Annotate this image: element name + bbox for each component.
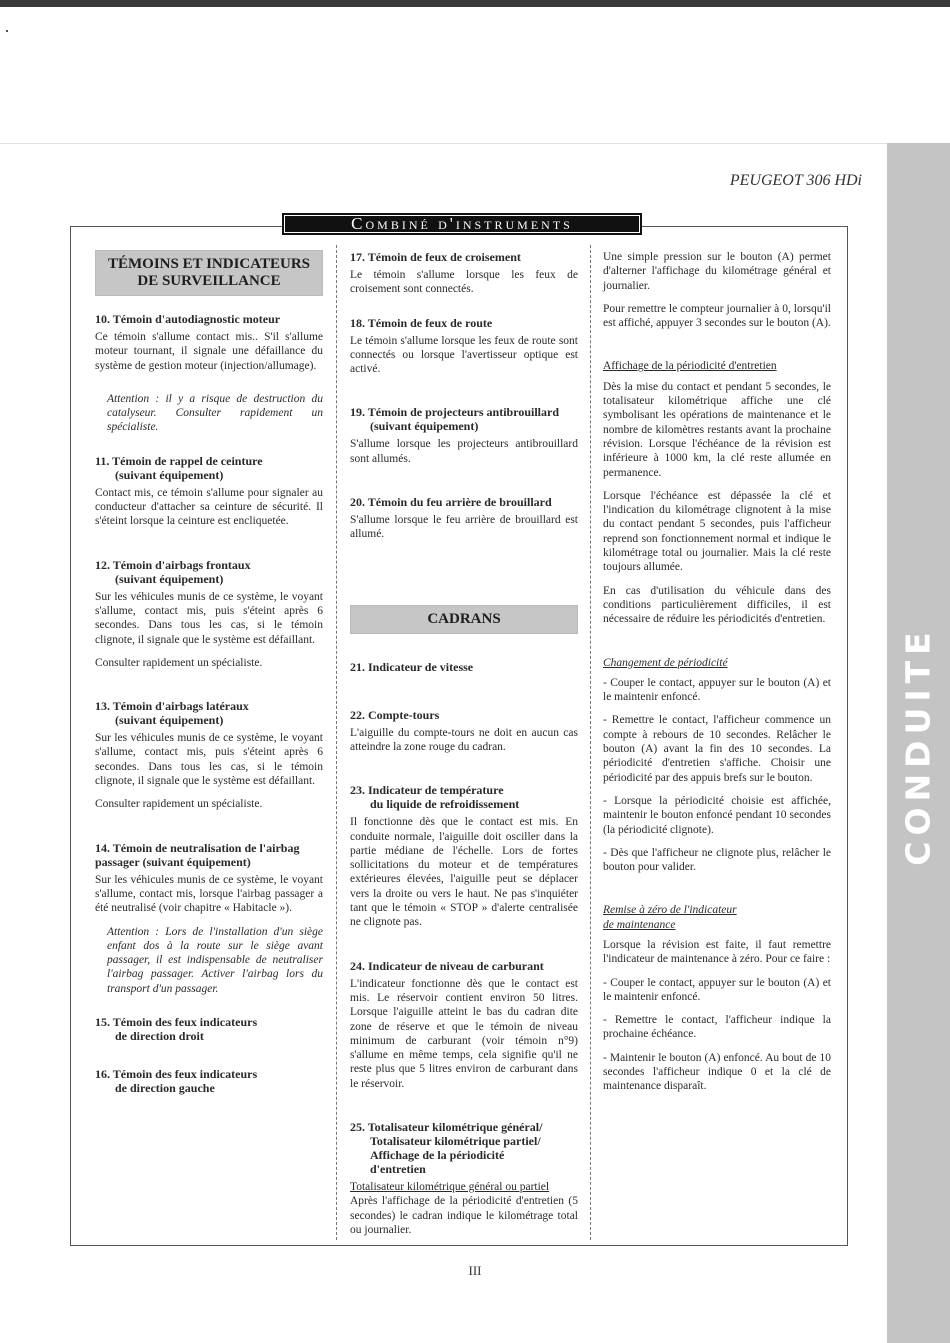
para-19: S'allume lorsque les projecteurs antibrouillard sont allumés. bbox=[350, 438, 578, 465]
heading-22: 22. Compte-tours bbox=[350, 707, 440, 722]
heading-16 bbox=[95, 1067, 323, 1095]
section-box-cadrans: CADRANS bbox=[350, 605, 578, 634]
scan-top-edge bbox=[0, 0, 950, 7]
running-header: PEUGEOT 306 HDi bbox=[729, 172, 862, 189]
para-c3-4: Lorsque l'échéance est dépassée la clé et l'indication du kilométrage clignotent à la mise du contact pendant 5 secondes, puis l'afficheur reprend son fonctionnement normal et indique le kilométrage total ou journalier. Mais la clé reste toujours allumée. bbox=[603, 489, 831, 574]
attention-14: Attention : Lors de l'installation d'un siège enfant dos à la route sur le siège avant passager, il est indispensable de neutraliser l'airbag passager. Activer l'airbag lors du transport d'un passager. bbox=[107, 925, 323, 995]
heading-15-line2: de direction droit bbox=[115, 1029, 204, 1044]
heading-12-line1: 12. Témoin d'airbags frontaux bbox=[95, 557, 251, 572]
para-10: Ce témoin s'allume contact mis.. S'il s'allume moteur tournant, il signale une défaillance du système de gestion moteur (injection/allumage). bbox=[95, 331, 323, 372]
heading-15 bbox=[95, 1015, 323, 1043]
para-c3-1: Une simple pression sur le bouton (A) permet d'alterner l'affichage du kilométrage général et journalier. bbox=[603, 251, 831, 292]
section-box-temoins: TÉMOINS ET INDICATEURS DE SURVEILLANCE bbox=[95, 250, 323, 296]
subheading-remise-zero bbox=[603, 903, 831, 932]
subheading-remise-zero-line1: Remise à zéro de l'indicateur bbox=[603, 904, 737, 917]
side-tab-label: CONDUITE bbox=[898, 626, 938, 866]
section-banner bbox=[282, 213, 642, 235]
scan-page-edge bbox=[0, 143, 950, 144]
heading-10: 10. Témoin d'autodiagnostic moteur bbox=[95, 312, 281, 326]
heading-19 bbox=[350, 405, 578, 433]
para-13a: Sur les véhicules munis de ce système, le voyant s'allume, contact mis, puis s'éteint après 6 secondes. Dans tous les cas, si le témoin clignote, il signale que le système est défaillant. bbox=[95, 732, 323, 788]
heading-24: 24. Indicateur de niveau de carburant bbox=[350, 958, 544, 973]
para-24: L'indicateur fonctionne dès que le contact est mis. Le réservoir contient environ 50 litres. Lorsque l'aiguille atteint le bas du cadran dite zone de réserve et que le témoin de niveau minimum de carburant (voir témoin n°9) s'allume en même temps, cela signifie qu'il ne reste plus que 5 litres environ de carburant dans le réservoir. bbox=[350, 977, 578, 1090]
subheading-totalisateur bbox=[350, 1180, 578, 1194]
para-17: Le témoin s'allume lorsque les feux de croisement sont connectés. bbox=[350, 269, 578, 296]
heading-16-line1: 16. Témoin des feux indicateurs bbox=[95, 1067, 258, 1082]
heading-17: 17. Témoin de feux de croisement bbox=[350, 250, 521, 264]
column-divider-1 bbox=[336, 245, 337, 1240]
column-1 bbox=[95, 250, 323, 1099]
heading-21: 21. Indicateur de vitesse bbox=[350, 659, 474, 674]
para-13b: Consulter rapidement un spécialiste. bbox=[95, 798, 263, 811]
heading-14: 14. Témoin de neutralisation de l'airbag passager (suivant équipement) bbox=[95, 840, 300, 869]
heading-13 bbox=[95, 699, 323, 727]
page-number: III bbox=[468, 1263, 482, 1278]
heading-19-line2: (suivant équipement) bbox=[370, 419, 479, 434]
para-c3-7: - Remettre le contact, l'afficheur commence un compte à rebours de 10 secondes. Relâcher le bouton (A) avant la fin des 10 secondes. La périodicité d'entretien s'affiche. Choisir une périodicité par des appuis brefs sur le bouton. bbox=[603, 714, 831, 784]
subheading-changement bbox=[603, 656, 831, 670]
para-20: S'allume lorsque le feu arrière de brouillard est allumé. bbox=[350, 514, 578, 541]
heading-11-line1: 11. Témoin de rappel de ceinture bbox=[95, 453, 263, 468]
para-c3-9: - Dès que l'afficheur ne clignote plus, relâcher le bouton pour valider. bbox=[603, 846, 831, 874]
heading-13-line2: (suivant équipement) bbox=[115, 713, 224, 728]
subheading-periodicite-text: Affichage de la périodicité d'entretien bbox=[603, 360, 777, 373]
para-c3-12: - Remettre le contact, l'afficheur indique la prochaine échéance. bbox=[603, 1014, 831, 1041]
para-c3-11: - Couper le contact, appuyer sur le bouton (A) et le maintenir enfoncé. bbox=[603, 976, 831, 1003]
para-c3-10: Lorsque la révision est faite, il faut remettre l'indicateur de maintenance à zéro. Pour ce faire : bbox=[603, 938, 831, 966]
subheading-remise-zero-line2: de maintenance bbox=[603, 918, 676, 931]
para-12a: Sur les véhicules munis de ce système, le voyant s'allume, contact mis, puis s'éteint après 6 secondes. Dans tous les cas, si le témoin clignote, il signale que le système est défaillant. bbox=[95, 590, 323, 646]
para-c3-5: En cas d'utilisation du véhicule dans des conditions particulièrement difficiles, il est nécessaire de réduire les périodicités d'entretien. bbox=[603, 584, 831, 626]
heading-25-line3: Affichage de la périodicité bbox=[370, 1148, 505, 1163]
heading-19-line1: 19. Témoin de projecteurs antibrouillard bbox=[350, 405, 560, 420]
heading-12-line2: (suivant équipement) bbox=[115, 571, 224, 586]
heading-25-line2: Totalisateur kilométrique partiel/ bbox=[370, 1134, 541, 1149]
heading-23-line2: du liquide de refroidissement bbox=[370, 797, 520, 812]
para-c3-6: - Couper le contact, appuyer sur le bouton (A) et le maintenir enfoncé. bbox=[603, 676, 831, 704]
para-25: Après l'affichage de la périodicité d'entretien (5 secondes) le cadran indique le kilométrage total ou journalier. bbox=[350, 1195, 578, 1236]
heading-15-line1: 15. Témoin des feux indicateurs bbox=[95, 1015, 258, 1030]
scan-speck bbox=[6, 30, 8, 32]
subheading-changement-text: Changement de périodicité bbox=[603, 656, 728, 669]
heading-16-line2: de direction gauche bbox=[115, 1081, 215, 1096]
heading-25-line4: d'entretien bbox=[370, 1162, 426, 1177]
para-14: Sur les véhicules munis de ce système, le voyant s'allume, contact mis, lorsque l'airbag passager a été neutralisé (voir chapitre « Habitacle »). bbox=[95, 873, 323, 915]
para-12b: Consulter rapidement un spécialiste. bbox=[95, 656, 263, 669]
subheading-periodicite bbox=[603, 359, 831, 373]
column-divider-2 bbox=[590, 245, 591, 1240]
column-3 bbox=[603, 250, 831, 1103]
para-23: Il fonctionne dès que le contact est mis. En conduite normale, l'aiguille doit osciller dans la partie médiane de l'échelle. Lors de fortes sollicitations du moteur et de températures extérieures élevées, l'aiguille peut se déplacer vers la droite ou vers le haut. Ne pas s'inquiéter tant que le témoin « STOP » d'alerte centralisée ne clignote pas. bbox=[350, 816, 578, 929]
heading-13-line1: 13. Témoin d'airbags latéraux bbox=[95, 699, 249, 714]
para-c3-8: - Lorsque la périodicité choisie est affichée, maintenir le bouton enfoncé pendant 10 secondes (la périodicité clignote). bbox=[603, 794, 831, 836]
heading-20: 20. Témoin du feu arrière de brouillard bbox=[350, 495, 552, 510]
para-22: L'aiguille du compte-tours ne doit en aucun cas atteindre la zone rouge du cadran. bbox=[350, 726, 578, 753]
para-18: Le témoin s'allume lorsque les feux de route sont connectés ou lorsque l'avertisseur optique est activé. bbox=[350, 334, 578, 376]
para-11: Contact mis, ce témoin s'allume pour signaler au conducteur d'attacher sa ceinture de sécurité. Il s'éteint lorsque la ceinture est encliquetée. bbox=[95, 486, 323, 528]
heading-25-line1: 25. Totalisateur kilométrique général/ bbox=[350, 1120, 543, 1135]
heading-18: 18. Témoin de feux de route bbox=[350, 315, 493, 330]
para-c3-3: Dès la mise du contact et pendant 5 secondes, le totalisateur kilométrique affiche une clé symbolisant les opérations de maintenance et le nombre de kilomètres restants avant la prochaine révision. Lorsque l'échéance de la révision est inférieure à 1000 km, la clé reste allumée en permanence. bbox=[603, 380, 831, 479]
subheading-totalisateur-text: Totalisateur kilométrique général ou partiel bbox=[350, 1181, 550, 1194]
heading-12 bbox=[95, 558, 323, 586]
heading-25 bbox=[350, 1120, 578, 1176]
column-2 bbox=[350, 250, 578, 1246]
para-c3-13: - Maintenir le bouton (A) enfoncé. Au bout de 10 secondes l'afficheur indique 0 et la clé de maintenance disparaît. bbox=[603, 1051, 831, 1093]
heading-23 bbox=[350, 783, 578, 811]
para-c3-2: Pour remettre le compteur journalier à 0, lorsqu'il est affiché, appuyer 3 secondes sur le bouton (A). bbox=[603, 302, 831, 330]
attention-10: Attention : il y a risque de destruction du catalyseur. Consulter rapidement un spécialiste. bbox=[107, 392, 323, 434]
heading-23-line1: 23. Indicateur de température bbox=[350, 783, 504, 798]
banner-title: Combiné d'instruments bbox=[284, 215, 640, 233]
heading-11 bbox=[95, 454, 323, 482]
heading-11-line2: (suivant équipement) bbox=[115, 467, 224, 482]
